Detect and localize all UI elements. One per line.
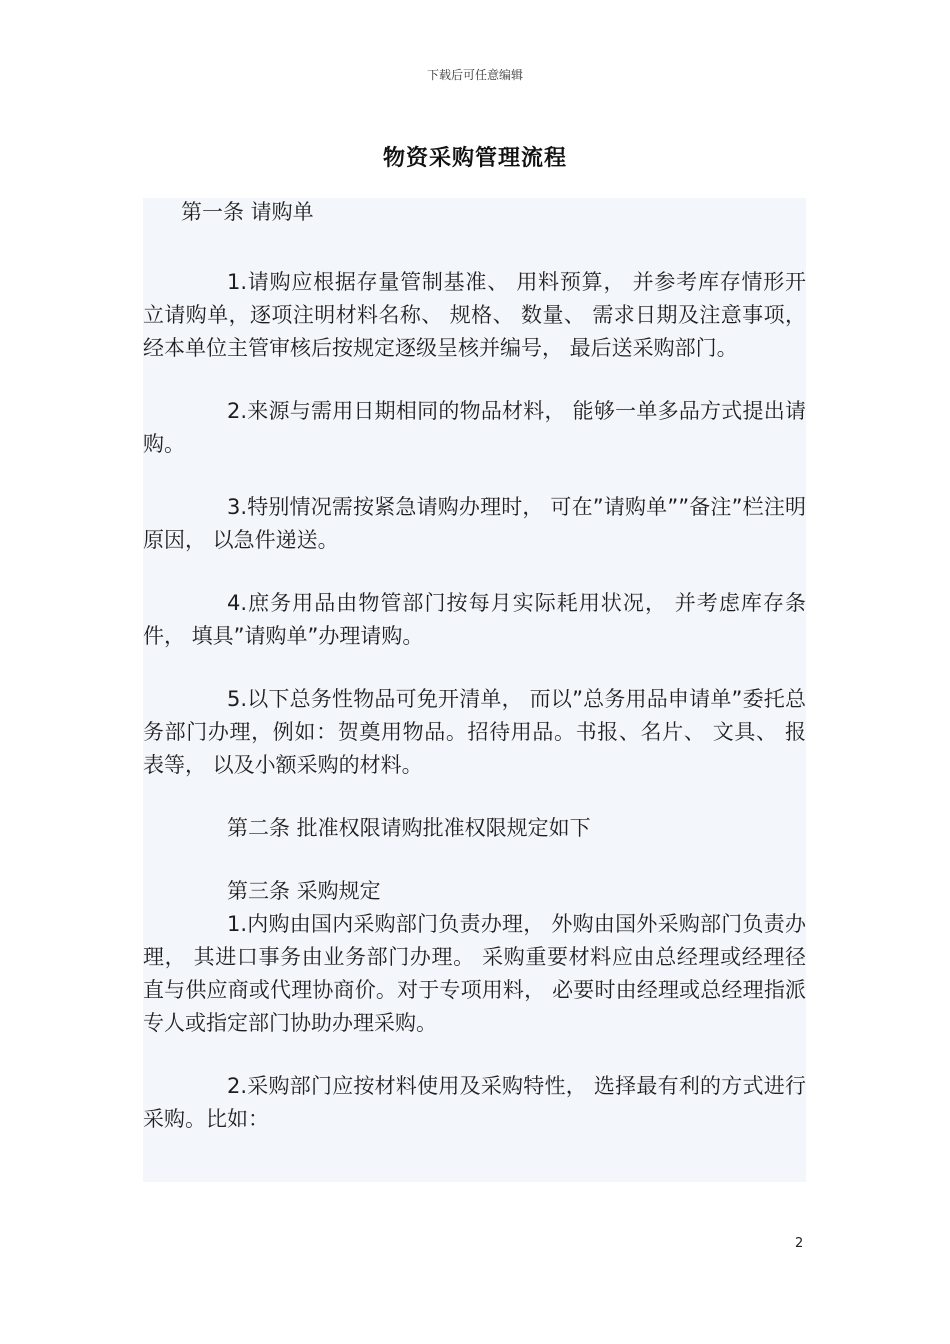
content-block	[143, 198, 806, 1182]
article-1-item-5: 5.以下总务性物品可免开清单， 而以”总务用品申请单”委托总务部门办理，例如：贺奠用物品。招待用品。书报、名片、 文具、 报表等， 以及小额采购的材料。	[143, 687, 806, 777]
article-1-heading: 第一条 请购单	[181, 200, 314, 224]
header-note: 下载后可任意编辑	[426, 68, 523, 82]
article-3-heading: 第三条 采购规定	[227, 879, 381, 903]
article-1-item-2: 2.来源与需用日期相同的物品材料， 能够一单多品方式提出请购。	[143, 399, 806, 456]
article-3-item-1: 1.内购由国内采购部门负责办理， 外购由国外采购部门负责办理， 其进口事务由业务部门办理。 采购重要材料应由总经理或经理径直与供应商或代理协商价。对于专项用料， 必要时由经理或总经理指派专人或指定部门协助办理采购。	[143, 912, 806, 1035]
article-2-heading: 第二条 批准权限请购批准权限规定如下	[227, 816, 591, 840]
article-1-item-3: 3.特别情况需按紧急请购办理时， 可在”请购单””备注”栏注明原因， 以急件递送。	[143, 495, 806, 552]
article-3-item-2: 2.采购部门应按材料使用及采购特性， 选择最有利的方式进行采购。比如：	[143, 1074, 806, 1131]
page-number: 2	[795, 1236, 804, 1251]
document-title: 物资采购管理流程	[382, 146, 567, 171]
article-1-item-4: 4.庶务用品由物管部门按每月实际耗用状况， 并考虑库存条件， 填具”请购单”办理请购。	[143, 591, 806, 648]
article-1-item-1: 1.请购应根据存量管制基准、 用料预算， 并参考库存情形开立请购单，逐项注明材料名称、 规格、 数量、 需求日期及注意事项， 经本单位主管审核后按规定逐级呈核并编号， 最后送采购部门。	[143, 270, 806, 360]
content-text	[143, 198, 806, 1136]
